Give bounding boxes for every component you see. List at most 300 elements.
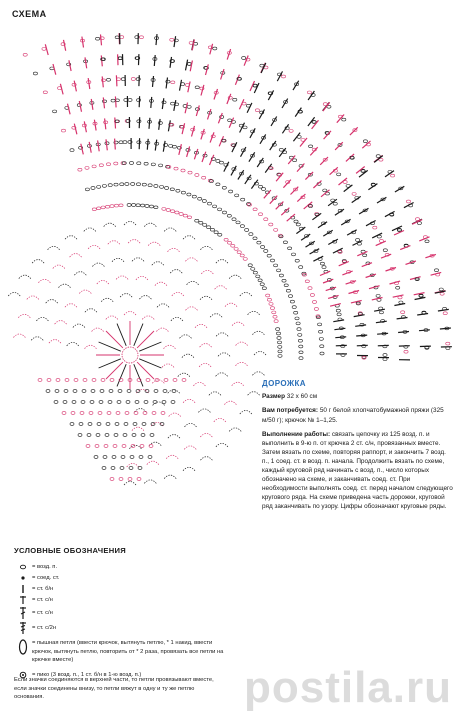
- chain-stitch-mark: [126, 401, 130, 404]
- chain-stitch-mark: [42, 48, 46, 51]
- chain-stitch-mark: [96, 434, 100, 437]
- chain-loop-mark: [38, 279, 50, 283]
- chain-stitch-mark: [101, 206, 105, 209]
- chain-loop-mark: [248, 392, 260, 396]
- chain-stitch-mark: [278, 355, 282, 358]
- chain-loop-mark: [55, 321, 67, 325]
- chain-loop-mark: [236, 342, 248, 346]
- legend-text-triple: = ст. с/2н: [32, 624, 57, 631]
- stitch-mark: [159, 119, 160, 130]
- chain-loop-mark: [106, 316, 118, 320]
- chain-stitch-mark: [228, 119, 232, 122]
- chain-stitch-icon: [14, 563, 32, 571]
- chain-stitch-mark: [149, 205, 153, 208]
- stitch-mark: [188, 82, 190, 93]
- chain-stitch-mark: [110, 478, 114, 481]
- stitch-mark: [179, 144, 182, 155]
- chain-loop-mark: [193, 382, 205, 386]
- stitch-mark: [323, 279, 333, 283]
- chain-stitch-mark: [270, 307, 274, 310]
- chain-stitch-mark: [279, 148, 283, 151]
- chain-stitch-mark: [94, 456, 98, 459]
- chain-stitch-mark: [148, 456, 152, 459]
- chain-loop-mark: [152, 262, 164, 266]
- chain-stitch-mark: [154, 206, 158, 209]
- chain-loop-mark: [184, 446, 196, 450]
- chain-loop-mark: [185, 423, 197, 427]
- chain-stitch-mark: [91, 390, 95, 393]
- chain-stitch-mark: [102, 185, 106, 188]
- stitch-mark: [287, 214, 295, 221]
- chain-stitch-mark: [43, 91, 47, 94]
- chain-loop-mark: [27, 296, 39, 300]
- chain-stitch-mark: [132, 204, 136, 207]
- stitch-mark: [219, 136, 223, 146]
- chain-stitch-mark: [270, 259, 274, 262]
- chain-stitch-mark: [151, 163, 155, 166]
- chain-stitch-mark: [309, 145, 313, 148]
- chain-stitch-mark: [299, 351, 303, 354]
- chain-stitch-mark: [145, 205, 149, 208]
- chain-stitch-mark: [171, 81, 175, 84]
- chain-stitch-mark: [111, 467, 115, 470]
- chain-stitch-mark: [127, 204, 131, 207]
- chain-stitch-mark: [114, 162, 118, 165]
- chain-stitch-mark: [207, 202, 211, 205]
- chain-loop-mark: [172, 292, 184, 296]
- chain-stitch-mark: [108, 401, 112, 404]
- chain-stitch-mark: [391, 174, 395, 177]
- chain-stitch-mark: [105, 434, 109, 437]
- chain-stitch-mark: [120, 183, 124, 186]
- size-label: Размер: [262, 393, 286, 401]
- legend-row-slip: [14, 572, 254, 583]
- double-crochet-icon: [14, 606, 32, 620]
- stitch-mark: [352, 196, 361, 202]
- chain-stitch-mark: [97, 207, 101, 210]
- chain-stitch-mark: [269, 303, 273, 306]
- chain-loop-mark: [108, 241, 120, 245]
- chain-loop-mark: [210, 314, 222, 318]
- stitch-mark: [335, 209, 344, 215]
- chain-stitch-mark: [61, 129, 65, 132]
- chain-stitch-mark: [82, 390, 86, 393]
- chain-loop-mark: [144, 480, 156, 484]
- stitch-mark: [301, 234, 310, 240]
- chain-stitch-mark: [243, 258, 247, 261]
- chain-stitch-mark: [320, 352, 324, 355]
- chain-stitch-mark: [281, 75, 285, 78]
- center-spoke-mark: [137, 331, 154, 348]
- chain-stitch-mark: [145, 390, 149, 393]
- chain-stitch-mark: [337, 313, 341, 316]
- chain-stitch-mark: [96, 37, 100, 40]
- chain-stitch-mark: [218, 233, 222, 236]
- chain-stitch-mark: [356, 239, 360, 242]
- chain-loop-mark: [46, 300, 58, 304]
- chain-loop-mark: [124, 312, 136, 316]
- chain-loop-mark: [224, 401, 236, 405]
- chain-stitch-mark: [163, 390, 167, 393]
- chain-stitch-mark: [299, 345, 303, 348]
- chain-stitch-mark: [288, 247, 292, 250]
- chain-stitch-mark: [162, 401, 166, 404]
- chain-loop-mark: [142, 316, 154, 320]
- chain-loop-mark: [216, 333, 228, 337]
- chain-loop-mark: [240, 411, 252, 415]
- chain-loop-mark: [170, 270, 182, 274]
- chain-loop-mark: [216, 373, 228, 377]
- chain-loop-mark: [139, 296, 151, 300]
- chain-stitch-mark: [307, 91, 311, 94]
- chain-stitch-mark: [242, 57, 246, 60]
- chain-loop-mark: [198, 409, 210, 413]
- chain-stitch-mark: [227, 241, 231, 244]
- stitch-mark: [308, 117, 315, 126]
- chain-stitch-mark: [53, 110, 57, 113]
- stitch-mark: [250, 81, 255, 91]
- stitch-mark: [139, 117, 140, 128]
- chain-stitch-mark: [202, 176, 206, 179]
- chain-stitch-mark: [195, 174, 199, 177]
- stitch-mark: [328, 239, 338, 244]
- chain-loop-mark: [169, 413, 181, 417]
- chain-stitch-mark: [141, 204, 145, 207]
- chain-stitch-mark: [106, 423, 110, 426]
- stitch-mark: [312, 213, 321, 220]
- chain-stitch-mark: [261, 246, 265, 249]
- chain-stitch-mark: [258, 279, 262, 282]
- chain-stitch-mark: [269, 223, 273, 226]
- chain-stitch-mark: [187, 216, 191, 219]
- chain-stitch-mark: [434, 269, 438, 272]
- chain-stitch-mark: [149, 445, 153, 448]
- center-spoke-mark: [99, 342, 121, 351]
- chain-stitch-mark: [170, 38, 174, 41]
- chain-stitch-mark: [399, 301, 403, 304]
- center-ring-mark: [122, 347, 138, 363]
- single-crochet-icon: [14, 584, 32, 594]
- chain-stitch-mark: [284, 284, 288, 287]
- chain-loop-mark: [199, 363, 211, 367]
- chain-stitch-mark: [64, 390, 68, 393]
- chain-stitch-mark: [264, 250, 268, 253]
- chain-stitch-mark: [106, 205, 110, 208]
- chain-stitch-mark: [85, 167, 89, 170]
- stitch-mark: [417, 314, 428, 316]
- chain-stitch-mark: [379, 311, 383, 314]
- chain-loop-mark: [49, 340, 61, 344]
- chain-loop-mark: [214, 418, 226, 422]
- chain-stitch-mark: [253, 271, 257, 274]
- stitch-mark: [324, 131, 331, 139]
- chain-stitch-mark: [80, 412, 84, 415]
- chain-loop-mark: [252, 331, 264, 335]
- chain-loop-mark: [248, 311, 260, 315]
- chain-stitch-mark: [140, 445, 144, 448]
- chain-stitch-mark: [78, 168, 82, 171]
- stitch-mark: [251, 180, 258, 189]
- legend-text-chain: = возд. п.: [32, 563, 58, 570]
- chain-stitch-mark: [291, 253, 295, 256]
- chain-stitch-mark: [154, 390, 158, 393]
- chain-stitch-mark: [401, 311, 405, 314]
- stitch-mark: [357, 345, 368, 346]
- chain-loop-mark: [92, 263, 104, 267]
- chain-stitch-mark: [33, 72, 37, 75]
- chain-stitch-mark: [267, 254, 271, 257]
- chain-stitch-mark: [78, 434, 82, 437]
- chain-loop-mark: [183, 236, 195, 240]
- stitch-mark: [321, 190, 330, 197]
- stitch-mark: [400, 246, 410, 250]
- chain-stitch-mark: [352, 193, 356, 196]
- chain-stitch-mark: [274, 229, 278, 232]
- chain-stitch-mark: [342, 118, 346, 121]
- chain-loop-mark: [92, 328, 104, 332]
- stitch-mark: [210, 44, 213, 55]
- chain-stitch-mark: [176, 189, 180, 192]
- chain-stitch-mark: [141, 434, 145, 437]
- chain-stitch-mark: [120, 467, 124, 470]
- chain-stitch-mark: [337, 173, 341, 176]
- chain-stitch-mark: [298, 334, 302, 337]
- chain-loop-mark: [8, 293, 20, 297]
- chain-stitch-mark: [88, 423, 92, 426]
- chain-stitch-mark: [169, 145, 173, 148]
- chain-stitch-mark: [243, 126, 247, 129]
- chain-loop-mark: [240, 293, 252, 297]
- stitch-mark: [381, 254, 391, 258]
- chain-stitch-mark: [137, 478, 141, 481]
- chain-stitch-mark: [195, 86, 199, 89]
- chain-stitch-mark: [172, 390, 176, 393]
- chain-stitch-mark: [318, 323, 322, 326]
- chain-loop-mark: [65, 236, 77, 240]
- chain-stitch-mark: [262, 287, 266, 290]
- chain-stitch-mark: [245, 229, 249, 232]
- chain-loop-mark: [201, 270, 213, 274]
- chain-stitch-mark: [256, 275, 260, 278]
- puff-stitch-icon: [14, 639, 32, 655]
- chain-stitch-mark: [279, 274, 283, 277]
- chain-stitch-mark: [216, 183, 220, 186]
- chain-stitch-mark: [135, 401, 139, 404]
- chain-stitch-mark: [296, 223, 300, 226]
- stitch-mark: [347, 230, 357, 235]
- schema-title: СХЕМА: [12, 9, 47, 19]
- chain-stitch-mark: [336, 309, 340, 312]
- materials-paragraph: [262, 406, 454, 424]
- chain-stitch-mark: [289, 130, 293, 133]
- chain-stitch-mark: [171, 401, 175, 404]
- chain-stitch-mark: [122, 445, 126, 448]
- stitch-mark: [257, 158, 263, 167]
- chain-stitch-mark: [179, 213, 183, 216]
- chain-stitch-mark: [106, 78, 110, 81]
- chain-stitch-mark: [110, 205, 114, 208]
- chain-loop-mark: [85, 309, 97, 313]
- chain-stitch-mark: [130, 456, 134, 459]
- chain-stitch-mark: [139, 456, 143, 459]
- chain-stitch-mark: [251, 268, 255, 271]
- chain-stitch-mark: [277, 337, 281, 340]
- chain-stitch-mark: [277, 269, 281, 272]
- stitch-mark: [377, 333, 388, 334]
- chain-stitch-mark: [150, 434, 154, 437]
- chain-stitch-mark: [38, 379, 42, 382]
- chain-stitch-mark: [260, 283, 264, 286]
- chain-stitch-mark: [214, 231, 218, 234]
- chain-stitch-mark: [111, 99, 115, 102]
- chain-stitch-mark: [296, 322, 300, 325]
- chain-stitch-mark: [117, 401, 121, 404]
- chain-stitch-mark: [131, 445, 135, 448]
- chain-loop-mark: [19, 275, 31, 279]
- chain-loop-mark: [180, 335, 192, 339]
- chain-stitch-mark: [203, 224, 207, 227]
- chain-stitch-mark: [235, 194, 239, 197]
- chain-stitch-mark: [112, 456, 116, 459]
- chain-stitch-mark: [171, 102, 175, 105]
- chain-stitch-mark: [124, 423, 128, 426]
- legend-row-triple: [14, 620, 254, 635]
- chain-stitch-mark: [258, 185, 262, 188]
- legend-row-chain: [14, 561, 254, 572]
- chain-stitch-mark: [56, 379, 60, 382]
- chain-loop-mark: [156, 328, 168, 332]
- stitch-mark: [342, 271, 352, 275]
- chain-stitch-mark: [276, 328, 280, 331]
- stitch-mark: [162, 98, 164, 109]
- chain-stitch-mark: [123, 434, 127, 437]
- chain-loop-mark: [148, 242, 160, 246]
- chain-loop-mark: [79, 290, 91, 294]
- chain-stitch-mark: [161, 412, 165, 415]
- chain-stitch-mark: [283, 241, 287, 244]
- chain-stitch-mark: [127, 390, 131, 393]
- chain-stitch-mark: [87, 434, 91, 437]
- chain-loop-mark: [209, 392, 221, 396]
- chain-loop-mark: [67, 342, 79, 346]
- chain-stitch-mark: [293, 159, 297, 162]
- chain-loop-mark: [97, 281, 109, 285]
- chain-stitch-mark: [294, 220, 298, 223]
- center-spoke-mark: [139, 359, 161, 368]
- chain-stitch-mark: [260, 64, 264, 67]
- stitch-mark: [88, 78, 90, 89]
- chain-stitch-mark: [114, 183, 118, 186]
- chain-loop-mark: [112, 258, 124, 262]
- chain-stitch-mark: [288, 295, 292, 298]
- chain-stitch-mark: [114, 434, 118, 437]
- chain-stitch-mark: [258, 213, 262, 216]
- chain-stitch-mark: [72, 401, 76, 404]
- chain-loop-mark: [200, 296, 212, 300]
- chain-stitch-mark: [62, 412, 66, 415]
- stitch-mark: [210, 155, 214, 165]
- chain-stitch-mark: [207, 226, 211, 229]
- chain-stitch-mark: [128, 99, 132, 102]
- chain-stitch-mark: [86, 445, 90, 448]
- triple-crochet-icon: [14, 621, 32, 635]
- chain-loop-mark: [84, 228, 96, 232]
- legend-row-puff: [14, 639, 254, 665]
- chain-stitch-mark: [159, 164, 163, 167]
- chain-loop-mark: [120, 294, 132, 298]
- stitch-mark: [362, 263, 372, 267]
- materials-label: Вам потребуется:: [262, 407, 319, 415]
- chain-loop-mark: [200, 457, 212, 461]
- chain-stitch-mark: [236, 221, 240, 224]
- legend-text-slip: = соед. ст.: [32, 574, 60, 581]
- chain-stitch-mark: [73, 390, 77, 393]
- chain-loop-mark: [225, 303, 237, 307]
- stitch-mark: [385, 171, 394, 177]
- chain-loop-mark: [88, 245, 100, 249]
- chain-stitch-mark: [210, 228, 214, 231]
- chain-stitch-mark: [272, 311, 276, 314]
- chain-stitch-mark: [376, 155, 380, 158]
- chain-loop-mark: [218, 353, 230, 357]
- chain-loop-mark: [74, 272, 86, 276]
- chain-stitch-mark: [440, 292, 444, 295]
- chain-stitch-mark: [298, 339, 302, 342]
- stitch-mark: [201, 85, 204, 96]
- chain-stitch-mark: [320, 345, 324, 348]
- chain-stitch-mark: [195, 219, 199, 222]
- stitch-mark: [339, 178, 348, 185]
- chain-stitch-mark: [109, 390, 113, 393]
- chain-stitch-mark: [165, 187, 169, 190]
- chain-stitch-mark: [81, 401, 85, 404]
- chain-stitch-mark: [249, 233, 253, 236]
- chain-stitch-mark: [71, 412, 75, 415]
- chain-loop-mark: [48, 246, 60, 250]
- stitch-mark: [239, 99, 244, 109]
- chain-stitch-mark: [65, 379, 69, 382]
- chain-stitch-mark: [171, 210, 175, 213]
- stitch-mark: [374, 156, 383, 163]
- stitch-mark: [82, 37, 84, 48]
- chain-stitch-mark: [218, 208, 222, 211]
- chain-stitch-mark: [160, 186, 164, 189]
- legend-row-double: [14, 605, 254, 620]
- chain-stitch-mark: [121, 456, 125, 459]
- chain-stitch-mark: [74, 379, 78, 382]
- chain-stitch-mark: [199, 221, 203, 224]
- stitch-mark: [91, 99, 93, 110]
- chain-stitch-mark: [131, 183, 135, 186]
- chain-stitch-mark: [104, 445, 108, 448]
- stitch-mark: [241, 147, 246, 157]
- stitch-mark: [320, 271, 330, 275]
- chain-stitch-mark: [173, 379, 177, 382]
- stitch-mark: [190, 61, 192, 72]
- chain-stitch-mark: [310, 294, 314, 297]
- chain-stitch-mark: [278, 346, 282, 349]
- chain-stitch-mark: [164, 379, 168, 382]
- chain-stitch-mark: [119, 478, 123, 481]
- chain-stitch-mark: [138, 467, 142, 470]
- stitch-mark: [438, 309, 449, 311]
- chain-stitch-mark: [148, 184, 152, 187]
- chain-stitch-mark: [187, 106, 191, 109]
- chain-stitch-mark: [144, 401, 148, 404]
- chain-stitch-mark: [181, 169, 185, 172]
- stitch-mark: [154, 55, 155, 66]
- chain-stitch-mark: [181, 191, 185, 194]
